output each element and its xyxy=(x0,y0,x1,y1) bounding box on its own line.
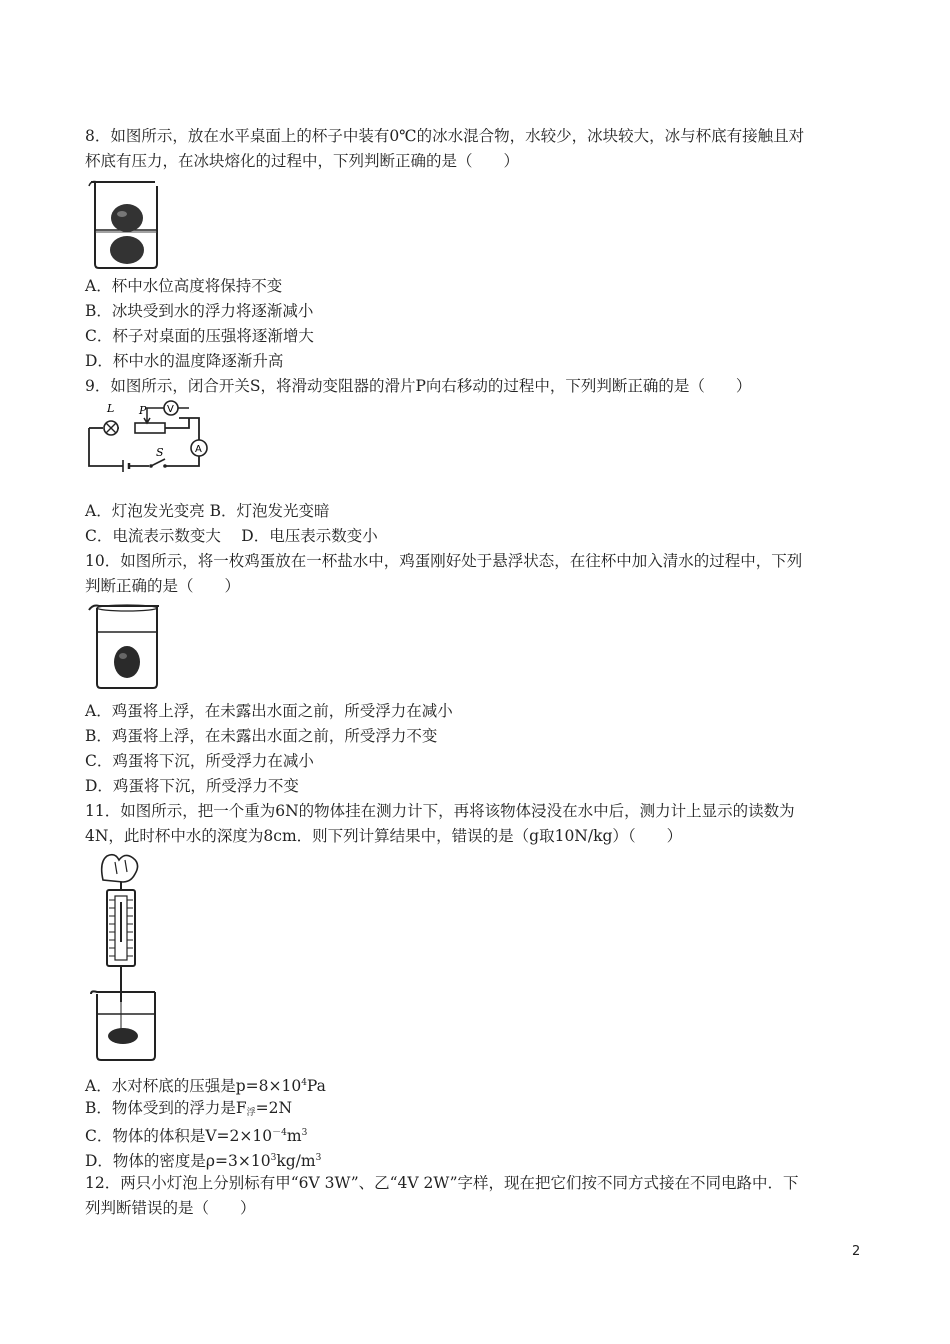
slider-label: P xyxy=(139,404,147,417)
q8-option-d: D．杯中水的温度降逐渐升高 xyxy=(85,352,284,370)
q10-option-d: D．鸡蛋将下沉，所受浮力不变 xyxy=(85,777,299,795)
q10-option-a: A．鸡蛋将上浮，在未露出水面之前，所受浮力在减小 xyxy=(85,702,453,720)
q8-stem-line1: 8．如图所示，放在水平桌面上的杯子中装有0℃的冰水混合物，水较少，冰块较大，冰与杯底有接触且对 xyxy=(85,127,805,145)
q11-stem-line2: 4N，此时杯中水的深度为8cm．则下列计算结果中，错误的是（g取10N/kg）（ ） xyxy=(85,827,683,845)
q12-stem-line2: 列判断错误的是（ ） xyxy=(85,1199,256,1217)
q8-option-c: C．杯子对桌面的压强将逐渐增大 xyxy=(85,327,314,345)
q8-option-b: B．冰块受到水的浮力将逐渐减小 xyxy=(85,302,314,320)
q10-option-c: C．鸡蛋将下沉，所受浮力在减小 xyxy=(85,752,314,770)
q11-option-b: B．物体受到的浮力是$F_浮=2N$ xyxy=(85,1099,293,1118)
switch-label: S xyxy=(156,446,164,459)
q9-stem: 9．如图所示，闭合开关S，将滑动变阻器的滑片P向右移动的过程中，下列判断正确的是（ ） xyxy=(85,377,752,395)
q11-option-a: A．水对杯底的压强是$p=8\times 10^4Pa$ xyxy=(85,1077,326,1095)
q12-stem-line1: 12．两只小灯泡上分别标有甲“6V 3W”、乙“4V 2W”字样，现在把它们按不同方式接在不同电路中．下 xyxy=(85,1174,799,1192)
q8-stem-line2: 杯底有压力，在冰块熔化的过程中，下列判断正确的是（ ） xyxy=(85,152,520,170)
q10-stem-line1: 10．如图所示，将一枚鸡蛋放在一杯盐水中，鸡蛋刚好处于悬浮状态，在往杯中加入清水的过程中，下列 xyxy=(85,552,803,570)
q9-options-line1: A．灯泡发光变亮 B．灯泡发光变暗 xyxy=(85,502,330,520)
q11-option-c: C．物体的体积是$V=2\times 10^{-4}m^3$ xyxy=(85,1127,308,1145)
q10-stem-line2: 判断正确的是（ ） xyxy=(85,577,241,595)
beaker-egg-figure xyxy=(85,602,165,692)
spring-scale-figure xyxy=(85,852,165,1064)
q9-options-line2: C．电流表示数变大 D．电压表示数变小 xyxy=(85,527,378,545)
lamp-label: L xyxy=(107,402,115,415)
ammeter-label: A xyxy=(195,444,202,455)
voltmeter-label: V xyxy=(167,404,174,415)
circuit-diagram xyxy=(85,398,215,476)
q11-stem-line1: 11．如图所示，把一个重为6N的物体挂在测力计下，再将该物体浸没在水中后，测力计上显示的读数为 xyxy=(85,802,795,820)
page-number: 2 xyxy=(852,1244,861,1259)
q8-option-a: A．杯中水位高度将保持不变 xyxy=(85,277,283,295)
beaker-ice-figure xyxy=(85,178,165,270)
q10-option-b: B．鸡蛋将上浮，在未露出水面之前，所受浮力不变 xyxy=(85,727,438,745)
q11-option-d: D．物体的密度是$\rho=3\times 10^3kg/m^3$ xyxy=(85,1152,322,1170)
